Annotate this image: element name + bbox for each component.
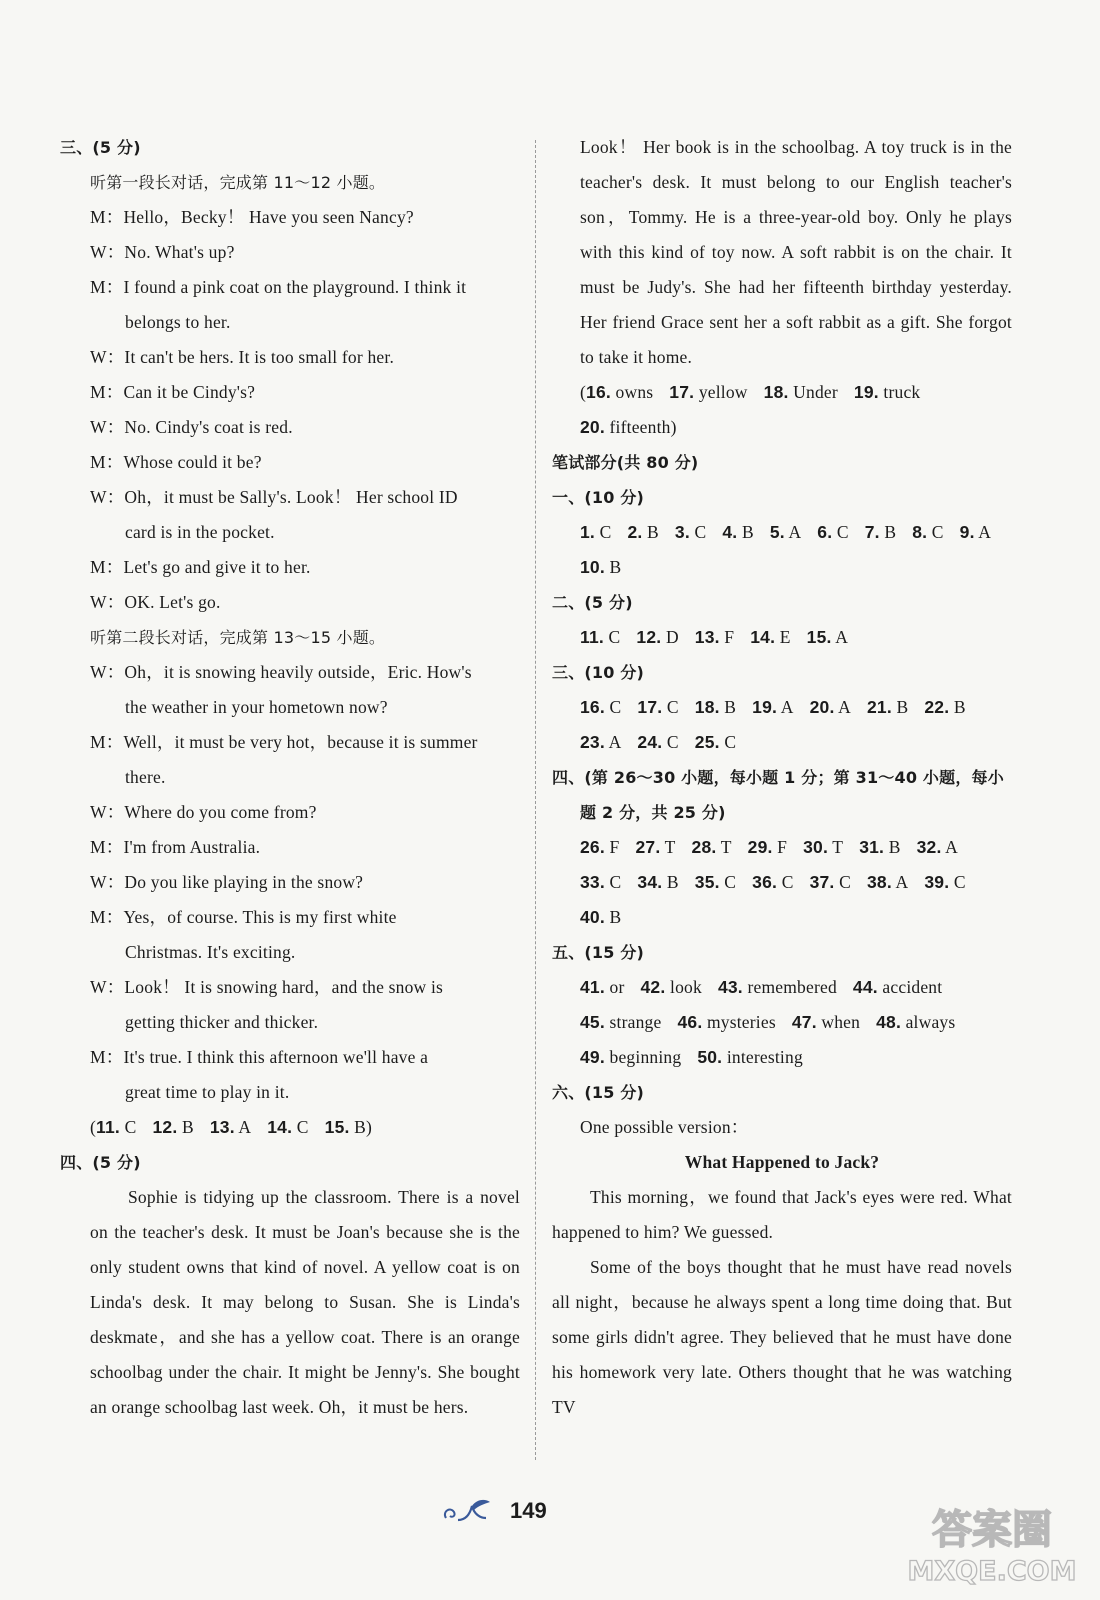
- dialog-line: [60, 515, 520, 550]
- dialog-line: [60, 1005, 520, 1040]
- section-4-passage-continued: Look！ Her book is in the schoolbag. A toy truck is in the teacher's desk. It must belong to our English teacher's son，Tommy. He is a three-year-old boy. Only he plays with this kind of toy now. A soft rabbit is on the chair. It must be Judy's. She had her fifteenth birthday yesterday. Her friend Grace sent her a soft rabbit as a gift. She forgot to take it home.: [580, 137, 1012, 367]
- answer-number: 50.: [697, 1047, 723, 1067]
- answer-item: [210, 1110, 251, 1145]
- written-section-3-answers: [552, 690, 1012, 760]
- answer-number: 9.: [959, 522, 975, 542]
- speaker-label: W：: [90, 242, 125, 262]
- answer-value: B: [354, 1117, 367, 1137]
- answer-number: 15.: [324, 1117, 350, 1137]
- answer-value: A: [978, 522, 992, 542]
- written-section-2-answers: [552, 620, 1012, 655]
- answer-item: [803, 830, 843, 865]
- written-section-5-header: 五、(15 分): [552, 943, 645, 962]
- answer-item: [748, 830, 787, 865]
- swirl-ornament-icon: [440, 1496, 500, 1528]
- answer-item: [695, 725, 736, 760]
- answer-value: C: [124, 1117, 137, 1137]
- dialog-line: [60, 305, 520, 340]
- answer-item: [924, 865, 965, 900]
- answer-value: fifteenth: [609, 417, 671, 437]
- answer-item: [325, 1110, 372, 1145]
- answer-open-paren: (: [580, 382, 587, 402]
- answer-value: C: [781, 872, 794, 892]
- written-section-3-header: 三、(10 分): [552, 663, 645, 682]
- answer-item: [580, 690, 621, 725]
- answer-number: 12.: [636, 627, 662, 647]
- answer-item: [722, 515, 753, 550]
- column-divider: [535, 140, 536, 1460]
- speaker-label: M：: [90, 837, 124, 857]
- answer-value: truck: [883, 382, 921, 402]
- answer-close-paren: ): [670, 417, 677, 437]
- answer-item: [912, 515, 943, 550]
- dialog-line: [60, 1075, 520, 1110]
- answer-item: [635, 830, 675, 865]
- answer-value: A: [945, 837, 958, 857]
- answer-number: 10.: [580, 557, 605, 577]
- answer-item: [752, 690, 793, 725]
- dialog-line: [60, 690, 520, 725]
- answer-number: 12.: [152, 1117, 178, 1137]
- dialog-text: Hello，Becky！ Have you seen Nancy?: [123, 207, 414, 227]
- answer-item: [695, 690, 736, 725]
- answer-number: 40.: [580, 907, 605, 927]
- answer-value: B: [888, 837, 901, 857]
- answer-number: 39.: [924, 872, 950, 892]
- left-column: [60, 130, 520, 1425]
- answer-item: [876, 1005, 955, 1040]
- dialog-2: [60, 655, 520, 1110]
- answer-item: [641, 970, 702, 1005]
- answer-number: 32.: [916, 837, 942, 857]
- answer-item: [152, 1110, 193, 1145]
- essay-paragraph-2: Some of the boys thought that he must have read novels all night，because he always spent a long time doing that. But some girls didn't agree. They believed that he must have done his homework very late. Others thought that he was watching TV: [552, 1257, 1012, 1417]
- section-3-header: 三、(5 分): [60, 138, 141, 157]
- answer-item: [637, 725, 678, 760]
- answer-number: 11.: [580, 627, 604, 647]
- speaker-label: M：: [90, 207, 124, 227]
- answer-number: 41.: [580, 977, 605, 997]
- dialog-line: [60, 200, 520, 235]
- answer-item: [853, 970, 942, 1005]
- written-section-2-header: 二、(5 分): [552, 593, 633, 612]
- answer-value: C: [609, 872, 622, 892]
- answer-value: B: [666, 872, 679, 892]
- speaker-label: W：: [90, 977, 125, 997]
- answer-number: 11.: [96, 1117, 120, 1137]
- answer-value: always: [905, 1012, 956, 1032]
- speaker-label: M：: [90, 1047, 124, 1067]
- answer-number: 3.: [674, 522, 690, 542]
- answer-item: [865, 515, 896, 550]
- answer-item: [810, 865, 851, 900]
- answer-item: [580, 515, 611, 550]
- answer-value: beginning: [609, 1047, 682, 1067]
- dialog-line: [60, 795, 520, 830]
- answer-item: [580, 1005, 661, 1040]
- answer-value: F: [777, 837, 788, 857]
- answer-value: C: [666, 732, 679, 752]
- dialog-1: [60, 200, 520, 620]
- written-section-4-answers: [552, 830, 1012, 935]
- answer-number: 13.: [694, 627, 720, 647]
- answer-item: [580, 620, 620, 655]
- answer-number: 17.: [637, 697, 663, 717]
- answer-value: C: [609, 697, 622, 717]
- answer-value: when: [821, 1012, 861, 1032]
- answer-number: 34.: [637, 872, 663, 892]
- dialog-text: It's true. I think this afternoon we'll have a: [123, 1047, 429, 1067]
- answer-value: B: [741, 522, 754, 542]
- speaker-label: W：: [90, 417, 125, 437]
- dialog-1-instruction: 听第一段长对话，完成第 11～12 小题。: [90, 173, 386, 192]
- answer-item: [752, 865, 793, 900]
- dialog-line: [60, 340, 520, 375]
- answer-number: 8.: [912, 522, 928, 542]
- speaker-label: W：: [90, 487, 125, 507]
- answer-number: 18.: [763, 382, 789, 402]
- answer-item: [675, 515, 706, 550]
- answer-item: [917, 830, 958, 865]
- answer-item: [580, 410, 677, 445]
- answer-value: remembered: [747, 977, 837, 997]
- answer-number: 4.: [722, 522, 738, 542]
- page-number: 149: [510, 1498, 547, 1523]
- answer-number: 13.: [209, 1117, 235, 1137]
- dialog-line: [60, 830, 520, 865]
- dialog-text: I found a pink coat on the playground. I think it: [123, 277, 467, 297]
- answer-item: [96, 1110, 136, 1145]
- answer-value: C: [296, 1117, 309, 1137]
- answer-value: F: [724, 627, 735, 647]
- answer-item: [677, 1005, 775, 1040]
- answer-number: 19.: [752, 697, 778, 717]
- dialog-line: [60, 585, 520, 620]
- listening-answers-11-15: [60, 1110, 520, 1145]
- answer-number: 33.: [580, 872, 605, 892]
- answer-value: C: [608, 627, 621, 647]
- answer-value: C: [724, 872, 737, 892]
- answer-value: C: [953, 872, 966, 892]
- answer-number: 25.: [694, 732, 720, 752]
- answer-value: B: [953, 697, 966, 717]
- written-section-4-header-line-2: 题 2 分，共 25 分): [580, 803, 726, 822]
- answer-item: [697, 1040, 803, 1075]
- answer-number: 46.: [677, 1012, 703, 1032]
- answer-number: 31.: [859, 837, 885, 857]
- answer-item: [586, 375, 653, 410]
- answer-value: A: [788, 522, 802, 542]
- answer-number: 15.: [806, 627, 832, 647]
- answer-number: 16.: [586, 382, 611, 402]
- answer-item: [859, 830, 900, 865]
- answer-number: 17.: [669, 382, 695, 402]
- dialog-text: Let's go and give it to her.: [123, 557, 311, 577]
- dialog-line: [60, 270, 520, 305]
- dialog-text: Can it be Cindy's?: [123, 382, 256, 402]
- dialog-text: getting thicker and thicker.: [125, 1012, 319, 1032]
- answer-value: D: [665, 627, 679, 647]
- answer-number: 23.: [580, 732, 605, 752]
- section-4-header: 四、(5 分): [60, 1153, 141, 1172]
- dialog-text: Where do you come from?: [124, 802, 317, 822]
- dialog-text: great time to play in it.: [125, 1082, 290, 1102]
- answer-value: T: [720, 837, 732, 857]
- answer-value: or: [609, 977, 625, 997]
- answer-number: 5.: [769, 522, 785, 542]
- dialog-line: [60, 375, 520, 410]
- dialog-line: [60, 550, 520, 585]
- answer-value: yellow: [698, 382, 748, 402]
- answer-value: T: [832, 837, 844, 857]
- written-part-header: 笔试部分(共 80 分): [552, 453, 699, 472]
- answer-value: strange: [609, 1012, 662, 1032]
- answer-value: C: [836, 522, 849, 542]
- dialog-text: No. Cindy's coat is red.: [124, 417, 293, 437]
- answer-value: C: [694, 522, 707, 542]
- dialog-text: It can't be hers. It is too small for her.: [124, 347, 395, 367]
- answer-value: A: [895, 872, 909, 892]
- dialog-line: [60, 1040, 520, 1075]
- answer-number: 30.: [803, 837, 829, 857]
- answer-item: [267, 1110, 308, 1145]
- answer-number: 26.: [580, 837, 605, 857]
- answer-value: B: [609, 907, 622, 927]
- answer-number: 28.: [691, 837, 717, 857]
- site-watermark-logo: [902, 1498, 1082, 1588]
- speaker-label: M：: [90, 907, 124, 927]
- answer-value: B: [609, 557, 622, 577]
- dialog-text: the weather in your hometown now?: [125, 697, 388, 717]
- answer-number: 36.: [752, 872, 778, 892]
- dialog-line: [60, 725, 520, 760]
- watermark-top-text: 答案圈: [932, 1507, 1052, 1553]
- essay-paragraph-1: This morning，we found that Jack's eyes were red. What happened to him? We guessed.: [552, 1187, 1012, 1242]
- answer-value: A: [838, 697, 851, 717]
- answer-number: 21.: [866, 697, 892, 717]
- answer-item: [637, 865, 678, 900]
- answer-number: 29.: [747, 837, 773, 857]
- answer-number: 22.: [924, 697, 950, 717]
- written-section-1-header: 一、(10 分): [552, 488, 645, 507]
- answer-number: 18.: [694, 697, 720, 717]
- answer-item: [770, 515, 801, 550]
- answer-item: [764, 375, 838, 410]
- answer-value: B: [896, 697, 909, 717]
- answer-number: 14.: [267, 1117, 293, 1137]
- answer-item: [718, 970, 837, 1005]
- answer-item: [580, 1040, 681, 1075]
- speaker-label: M：: [90, 452, 124, 472]
- answer-value: look: [670, 977, 702, 997]
- answer-number: 7.: [864, 522, 880, 542]
- answer-number: 38.: [866, 872, 892, 892]
- answer-number: 2.: [627, 522, 643, 542]
- answer-item: [580, 900, 621, 935]
- written-section-4-header-line-1: 四、(第 26～30 小题，每小题 1 分；第 31～40 小题，每小: [552, 768, 1004, 787]
- answer-number: 47.: [791, 1012, 817, 1032]
- answer-number: 43.: [717, 977, 743, 997]
- speaker-label: W：: [90, 347, 125, 367]
- dialog-text: I'm from Australia.: [123, 837, 261, 857]
- answer-item: [580, 970, 625, 1005]
- speaker-label: W：: [90, 802, 125, 822]
- answer-value: B: [647, 522, 659, 542]
- dialog-line: [60, 935, 520, 970]
- answer-item: [669, 375, 747, 410]
- answer-item: [637, 690, 678, 725]
- dialog-line: [60, 900, 520, 935]
- answer-number: 6.: [817, 522, 833, 542]
- dialog-line: [60, 235, 520, 270]
- answer-item: [854, 375, 920, 410]
- speaker-label: M：: [90, 732, 124, 752]
- answer-value: C: [931, 522, 944, 542]
- answer-value: Under: [793, 382, 838, 402]
- speaker-label: M：: [90, 382, 124, 402]
- answer-number: 37.: [809, 872, 835, 892]
- answer-number: 24.: [637, 732, 663, 752]
- answer-item: [692, 830, 732, 865]
- answer-item: [580, 830, 619, 865]
- watermark-bottom-text: MXQE.COM: [907, 1556, 1077, 1587]
- answer-value: C: [839, 872, 851, 892]
- speaker-label: M：: [90, 277, 124, 297]
- answer-number: 14.: [750, 627, 776, 647]
- answer-item: [580, 725, 621, 760]
- answer-number: 1.: [580, 522, 595, 542]
- essay-title: What Happened to Jack?: [684, 1152, 880, 1172]
- answer-number: 42.: [640, 977, 666, 997]
- answer-item: [627, 515, 658, 550]
- answer-close-paren: ): [366, 1117, 373, 1137]
- answer-number: 44.: [852, 977, 878, 997]
- answer-item: [695, 865, 736, 900]
- dialog-text: there.: [125, 767, 166, 787]
- listening-answers-16-20: [552, 375, 1012, 445]
- answer-value: E: [779, 627, 791, 647]
- dialog-text: Oh，it must be Sally's. Look！ Her school ID: [124, 487, 458, 507]
- answer-value: F: [609, 837, 620, 857]
- answer-item: [867, 690, 908, 725]
- answer-value: C: [599, 522, 612, 542]
- dialog-line: [60, 445, 520, 480]
- dialog-text: No. What's up?: [124, 242, 235, 262]
- answer-number: 20.: [580, 417, 605, 437]
- answer-open-paren: (: [90, 1117, 97, 1137]
- speaker-label: W：: [90, 872, 125, 892]
- answer-item: [580, 550, 621, 585]
- dialog-line: [60, 970, 520, 1005]
- dialog-text: OK. Let's go.: [124, 592, 221, 612]
- dialog-line: [60, 865, 520, 900]
- right-column: [552, 130, 1012, 1425]
- answer-value: A: [835, 627, 849, 647]
- answer-item: [807, 620, 848, 655]
- answer-value: B: [884, 522, 897, 542]
- speaker-label: W：: [90, 592, 125, 612]
- speaker-label: M：: [90, 557, 124, 577]
- answer-value: C: [666, 697, 679, 717]
- answer-item: [867, 865, 908, 900]
- answer-item: [792, 1005, 860, 1040]
- possible-version-label: One possible version：: [580, 1117, 749, 1137]
- answer-item: [636, 620, 678, 655]
- dialog-text: Do you like playing in the snow?: [124, 872, 364, 892]
- dialog-line: [60, 410, 520, 445]
- answer-value: accident: [882, 977, 943, 997]
- dialog-2-instruction: 听第二段长对话，完成第 13～15 小题。: [90, 628, 386, 647]
- answer-item: [810, 690, 851, 725]
- dialog-line: [60, 480, 520, 515]
- dialog-text: Yes，of course. This is my first white: [123, 907, 397, 927]
- answer-value: owns: [615, 382, 654, 402]
- written-section-5-answers: [552, 970, 1012, 1075]
- dialog-text: Well，it must be very hot，because it is summer: [123, 732, 478, 752]
- section-4-passage: Sophie is tidying up the classroom. There is a novel on the teacher's desk. It must be Joan's because she is the only student owns that kind of novel. A yellow coat is on Linda's desk. It may belong to Susan. She is Linda's deskmate，and she has a yellow coat. There is an orange schoolbag under the chair. It might be Jenny's. She bought an orange schoolbag last week. Oh，it must be hers.: [90, 1187, 520, 1417]
- answer-value: T: [664, 837, 676, 857]
- answer-value: interesting: [726, 1047, 803, 1067]
- answer-item: [960, 515, 991, 550]
- answer-value: B: [181, 1117, 194, 1137]
- speaker-label: W：: [90, 662, 125, 682]
- answer-value: A: [608, 732, 622, 752]
- answer-number: 35.: [694, 872, 720, 892]
- answer-value: mysteries: [706, 1012, 776, 1032]
- dialog-text: card is in the pocket.: [125, 522, 275, 542]
- answer-item: [580, 865, 621, 900]
- written-section-1-answers: [552, 515, 1012, 585]
- answer-number: 16.: [580, 697, 605, 717]
- answer-item: [817, 515, 848, 550]
- answer-value: C: [724, 732, 737, 752]
- answer-number: 45.: [580, 1012, 605, 1032]
- dialog-line: [60, 655, 520, 690]
- answer-item: [750, 620, 790, 655]
- dialog-line: [60, 760, 520, 795]
- answer-value: A: [238, 1117, 252, 1137]
- answer-number: 20.: [809, 697, 835, 717]
- answer-item: [695, 620, 734, 655]
- answer-number: 27.: [635, 837, 661, 857]
- dialog-text: Christmas. It's exciting.: [125, 942, 296, 962]
- written-section-6-header: 六、(15 分): [552, 1083, 645, 1102]
- dialog-text: Look！ It is snowing hard，and the snow is: [124, 977, 444, 997]
- answer-number: 19.: [853, 382, 879, 402]
- dialog-text: belongs to her.: [125, 312, 231, 332]
- answer-item: [924, 690, 965, 725]
- answer-number: 49.: [580, 1047, 605, 1067]
- answer-value: B: [724, 697, 737, 717]
- dialog-text: Oh，it is snowing heavily outside，Eric. How's: [124, 662, 472, 682]
- dialog-text: Whose could it be?: [123, 452, 262, 472]
- answer-value: A: [780, 697, 794, 717]
- answer-number: 48.: [876, 1012, 902, 1032]
